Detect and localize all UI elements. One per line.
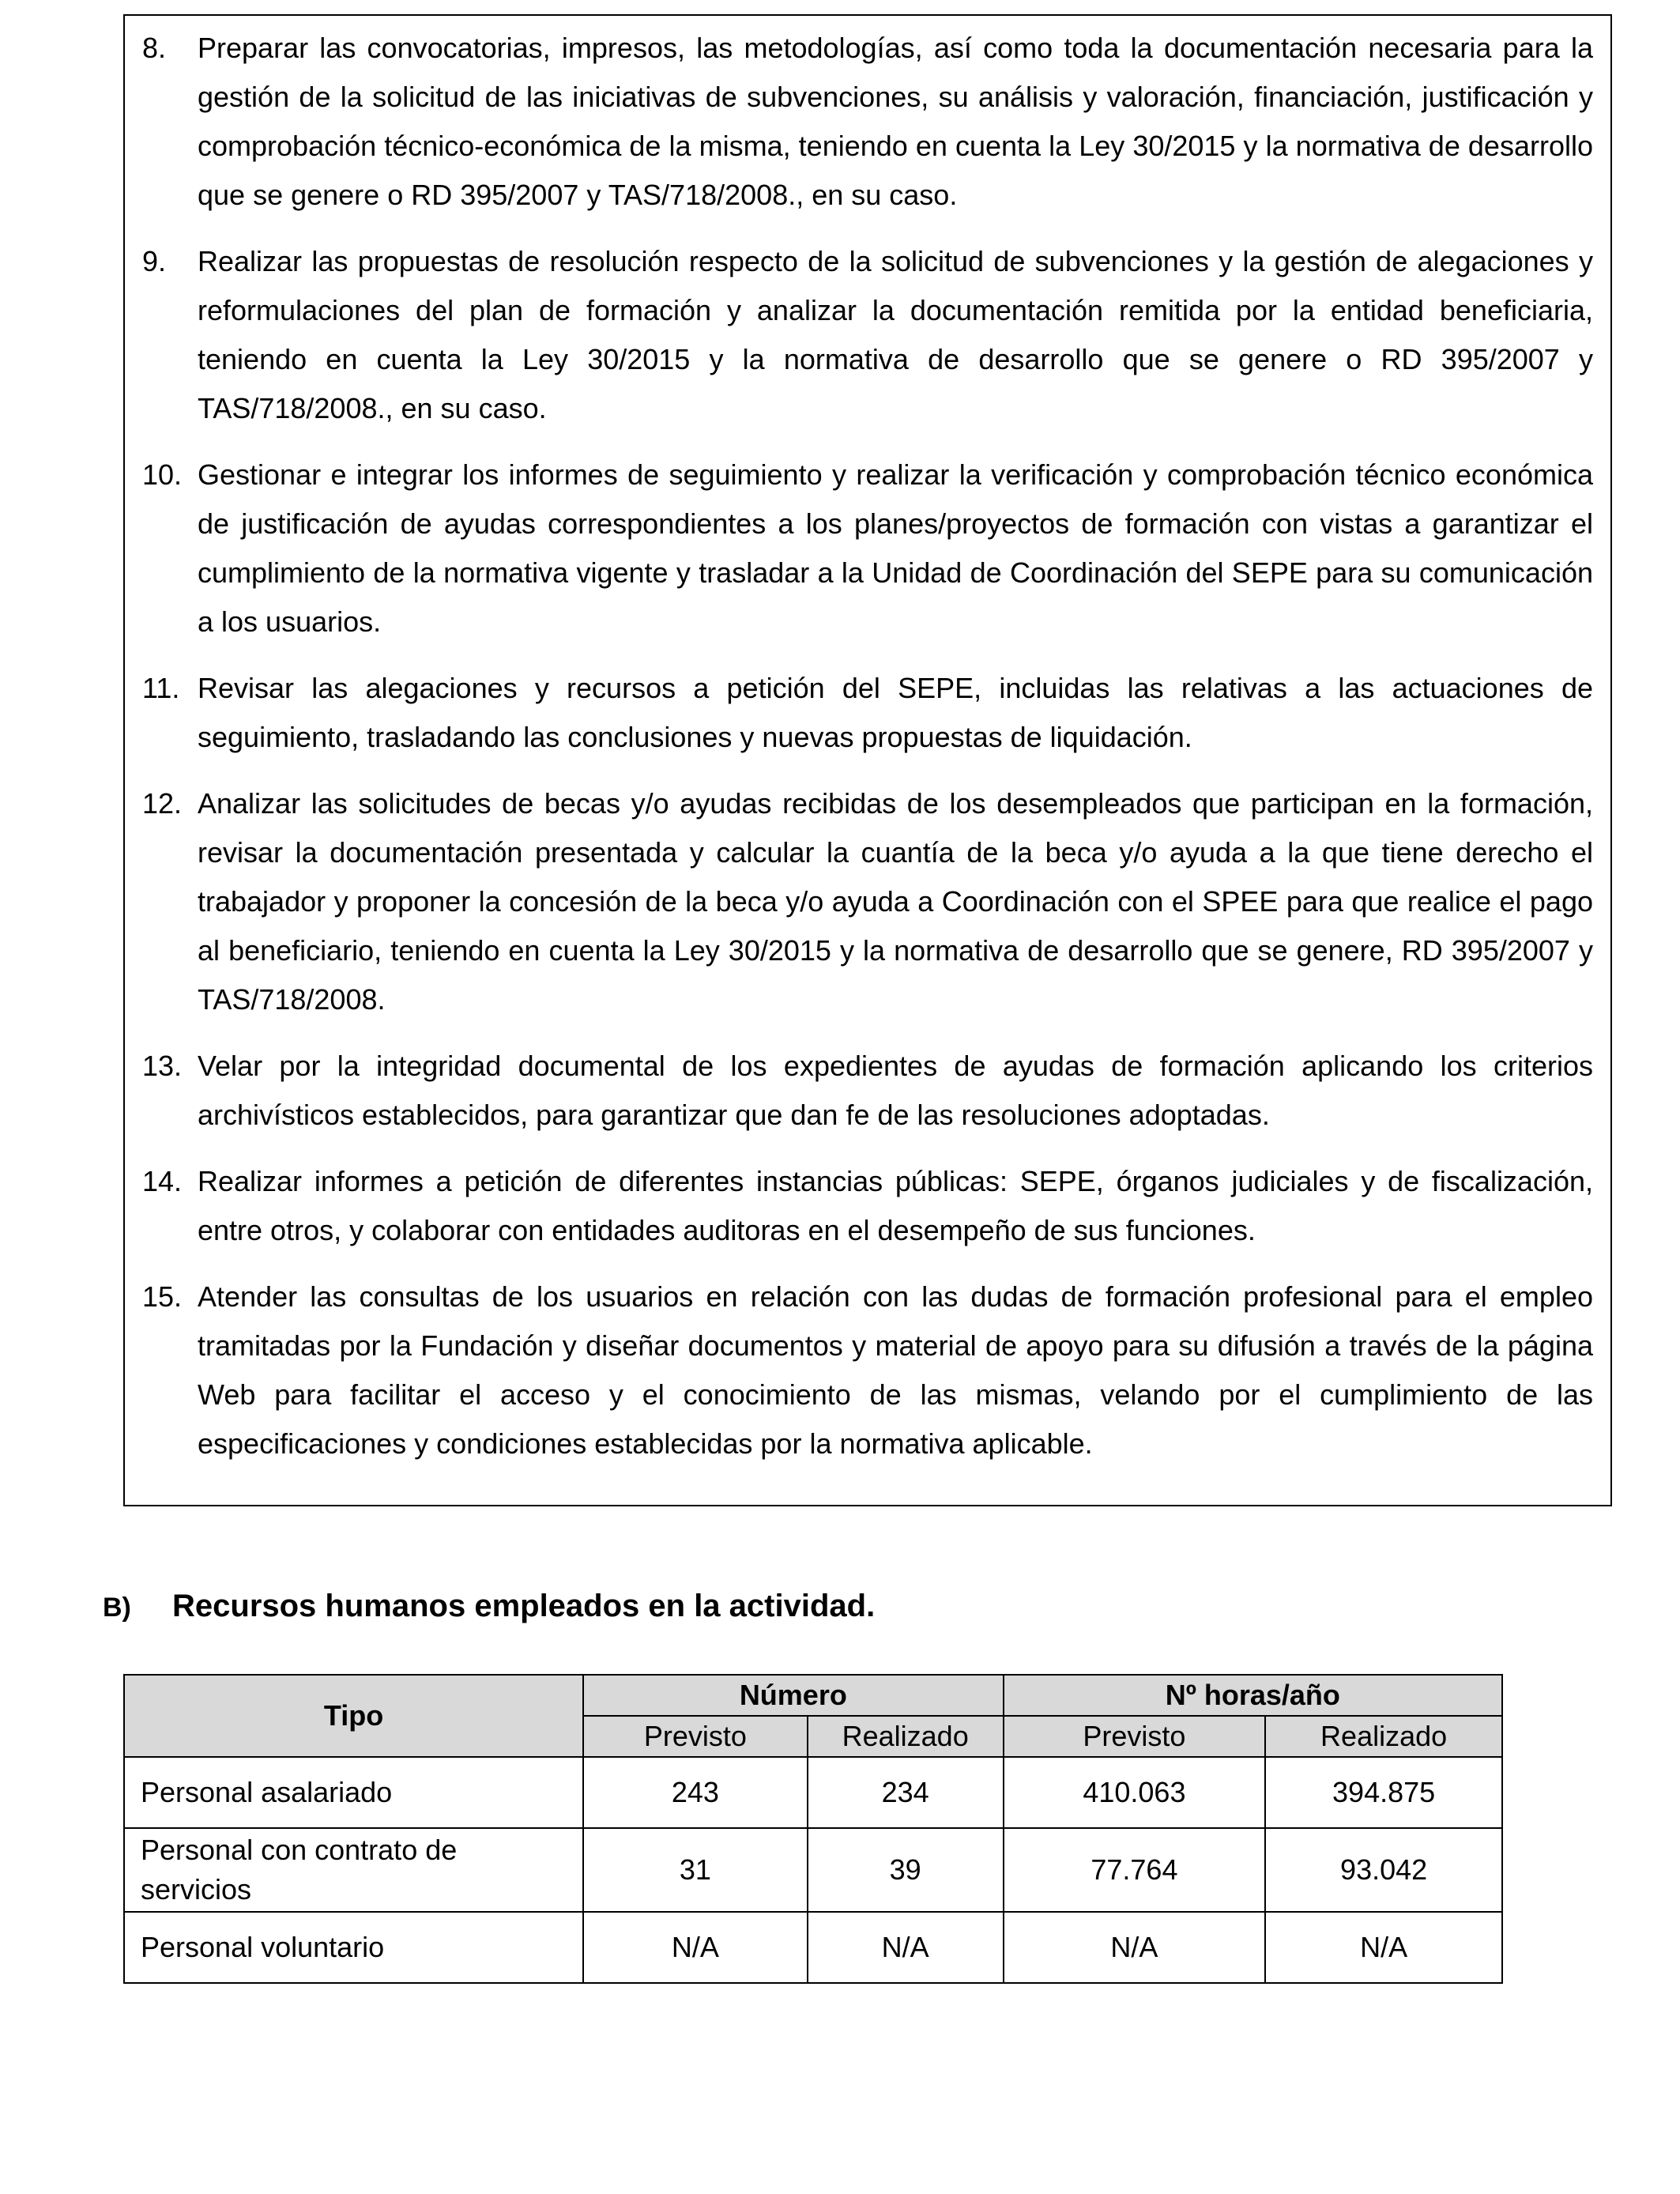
duties-list xyxy=(125,16,1610,1486)
cell-horas-realizado: 394.875 xyxy=(1265,1757,1502,1828)
cell-num-realizado: N/A xyxy=(808,1912,1004,1983)
duty-number: 9. xyxy=(142,245,167,277)
duty-number: 10. xyxy=(142,458,183,491)
section-b-heading xyxy=(103,1589,875,1639)
duty-number: 13. xyxy=(142,1050,183,1082)
header-horas-previsto: Previsto xyxy=(1004,1716,1266,1757)
header-numero: Número xyxy=(583,1675,1004,1716)
duty-number: 12. xyxy=(142,787,183,820)
cell-horas-realizado: 93.042 xyxy=(1265,1828,1502,1912)
cell-tipo: Personal asalariado xyxy=(124,1757,583,1828)
duty-item xyxy=(125,450,1610,647)
duty-number: 11. xyxy=(142,672,180,704)
duty-text: Realizar las propuestas de resolución respecto de la solicitud de subvenciones y la gestión de alegaciones y reformulaciones del plan de formación y analizar la documentación remitida por la entidad beneficiaria, teniendo en cuenta la Ley 30/2015 y la normativa de desarrollo que se genere o RD 395/2007 y TAS/718/2008., en su caso. xyxy=(198,245,1593,424)
duty-item xyxy=(125,16,1610,220)
header-tipo: Tipo xyxy=(124,1675,583,1757)
cell-horas-previsto: N/A xyxy=(1004,1912,1266,1983)
duty-item xyxy=(125,779,1610,1024)
duty-item xyxy=(125,1157,1610,1255)
duty-number: 8. xyxy=(142,32,167,64)
duty-item xyxy=(125,1042,1610,1140)
header-horas-realizado: Realizado xyxy=(1265,1716,1502,1757)
cell-tipo: Personal voluntario xyxy=(124,1912,583,1983)
cell-num-previsto: 243 xyxy=(583,1757,808,1828)
duty-text: Gestionar e integrar los informes de seguimiento y realizar la verificación y comprobación técnico económica de justificación de ayudas correspondientes a los planes/proyectos de formación con vistas a garantizar el cumplimiento de la normativa vigente y trasladar a la Unidad de Coordinación del SEPE para su comunicación a los usuarios. xyxy=(198,458,1593,638)
duty-text: Atender las consultas de los usuarios en relación con las dudas de formación profesional para el empleo tramitadas por la Fundación y diseñar documentos y material de apoyo para su difusión a través de la página Web para facilitar el acceso y el conocimiento de las mismas, velando por el cumplimiento de las especificaciones y condiciones establecidas por la normativa aplicable. xyxy=(198,1280,1593,1460)
duty-text: Analizar las solicitudes de becas y/o ayudas recibidas de los desempleados que participan en la formación, revisar la documentación presentada y calcular la cuantía de la beca y/o ayuda a la que tiene derecho el trabajador y proponer la concesión de la beca y/o ayuda a Coordinación con el SPEE para que realice el pago al beneficiario, teniendo en cuenta la Ley 30/2015 y la normativa de desarrollo que se genere, RD 395/2007 y TAS/718/2008. xyxy=(198,787,1593,1016)
table-header-row xyxy=(124,1675,1502,1716)
header-numero-realizado: Realizado xyxy=(808,1716,1004,1757)
human-resources-table xyxy=(123,1674,1503,1984)
cell-horas-previsto: 77.764 xyxy=(1004,1828,1266,1912)
cell-num-previsto: N/A xyxy=(583,1912,808,1983)
cell-num-realizado: 234 xyxy=(808,1757,1004,1828)
cell-horas-realizado: N/A xyxy=(1265,1912,1502,1983)
cell-num-realizado: 39 xyxy=(808,1828,1004,1912)
header-numero-previsto: Previsto xyxy=(583,1716,808,1757)
section-title: Recursos humanos empleados en la actividad. xyxy=(172,1589,876,1623)
cell-num-previsto: 31 xyxy=(583,1828,808,1912)
table-row xyxy=(124,1828,1502,1912)
duty-number: 14. xyxy=(142,1165,183,1197)
duties-box xyxy=(123,14,1612,1506)
table-row xyxy=(124,1757,1502,1828)
table-row xyxy=(124,1912,1502,1983)
duty-text: Preparar las convocatorias, impresos, las metodologías, así como toda la documentación necesaria para la gestión de la solicitud de las iniciativas de subvenciones, su análisis y valoración, financiación, justificación y comprobación técnico-económica de la misma, teniendo en cuenta la Ley 30/2015 y la normativa de desarrollo que se genere o RD 395/2007 y TAS/718/2008., en su caso. xyxy=(198,32,1593,211)
duty-item xyxy=(125,664,1610,762)
duty-number: 15. xyxy=(142,1280,183,1313)
header-horas: Nº horas/año xyxy=(1004,1675,1502,1716)
cell-horas-previsto: 410.063 xyxy=(1004,1757,1266,1828)
duty-text: Velar por la integridad documental de los expedientes de ayudas de formación aplicando los criterios archivísticos establecidos, para garantizar que dan fe de las resoluciones adoptadas. xyxy=(198,1050,1593,1131)
duty-text: Revisar las alegaciones y recursos a petición del SEPE, incluidas las relativas a las actuaciones de seguimiento, trasladando las conclusiones y nuevas propuestas de liquidación. xyxy=(198,672,1593,753)
duty-item xyxy=(125,237,1610,433)
section-letter: B) xyxy=(103,1593,131,1623)
cell-tipo: Personal con contrato de servicios xyxy=(124,1828,583,1912)
duty-item xyxy=(125,1272,1610,1468)
duty-text: Realizar informes a petición de diferentes instancias públicas: SEPE, órganos judiciales y de fiscalización, entre otros, y colaborar con entidades auditoras en el desempeño de sus funciones. xyxy=(198,1165,1593,1246)
